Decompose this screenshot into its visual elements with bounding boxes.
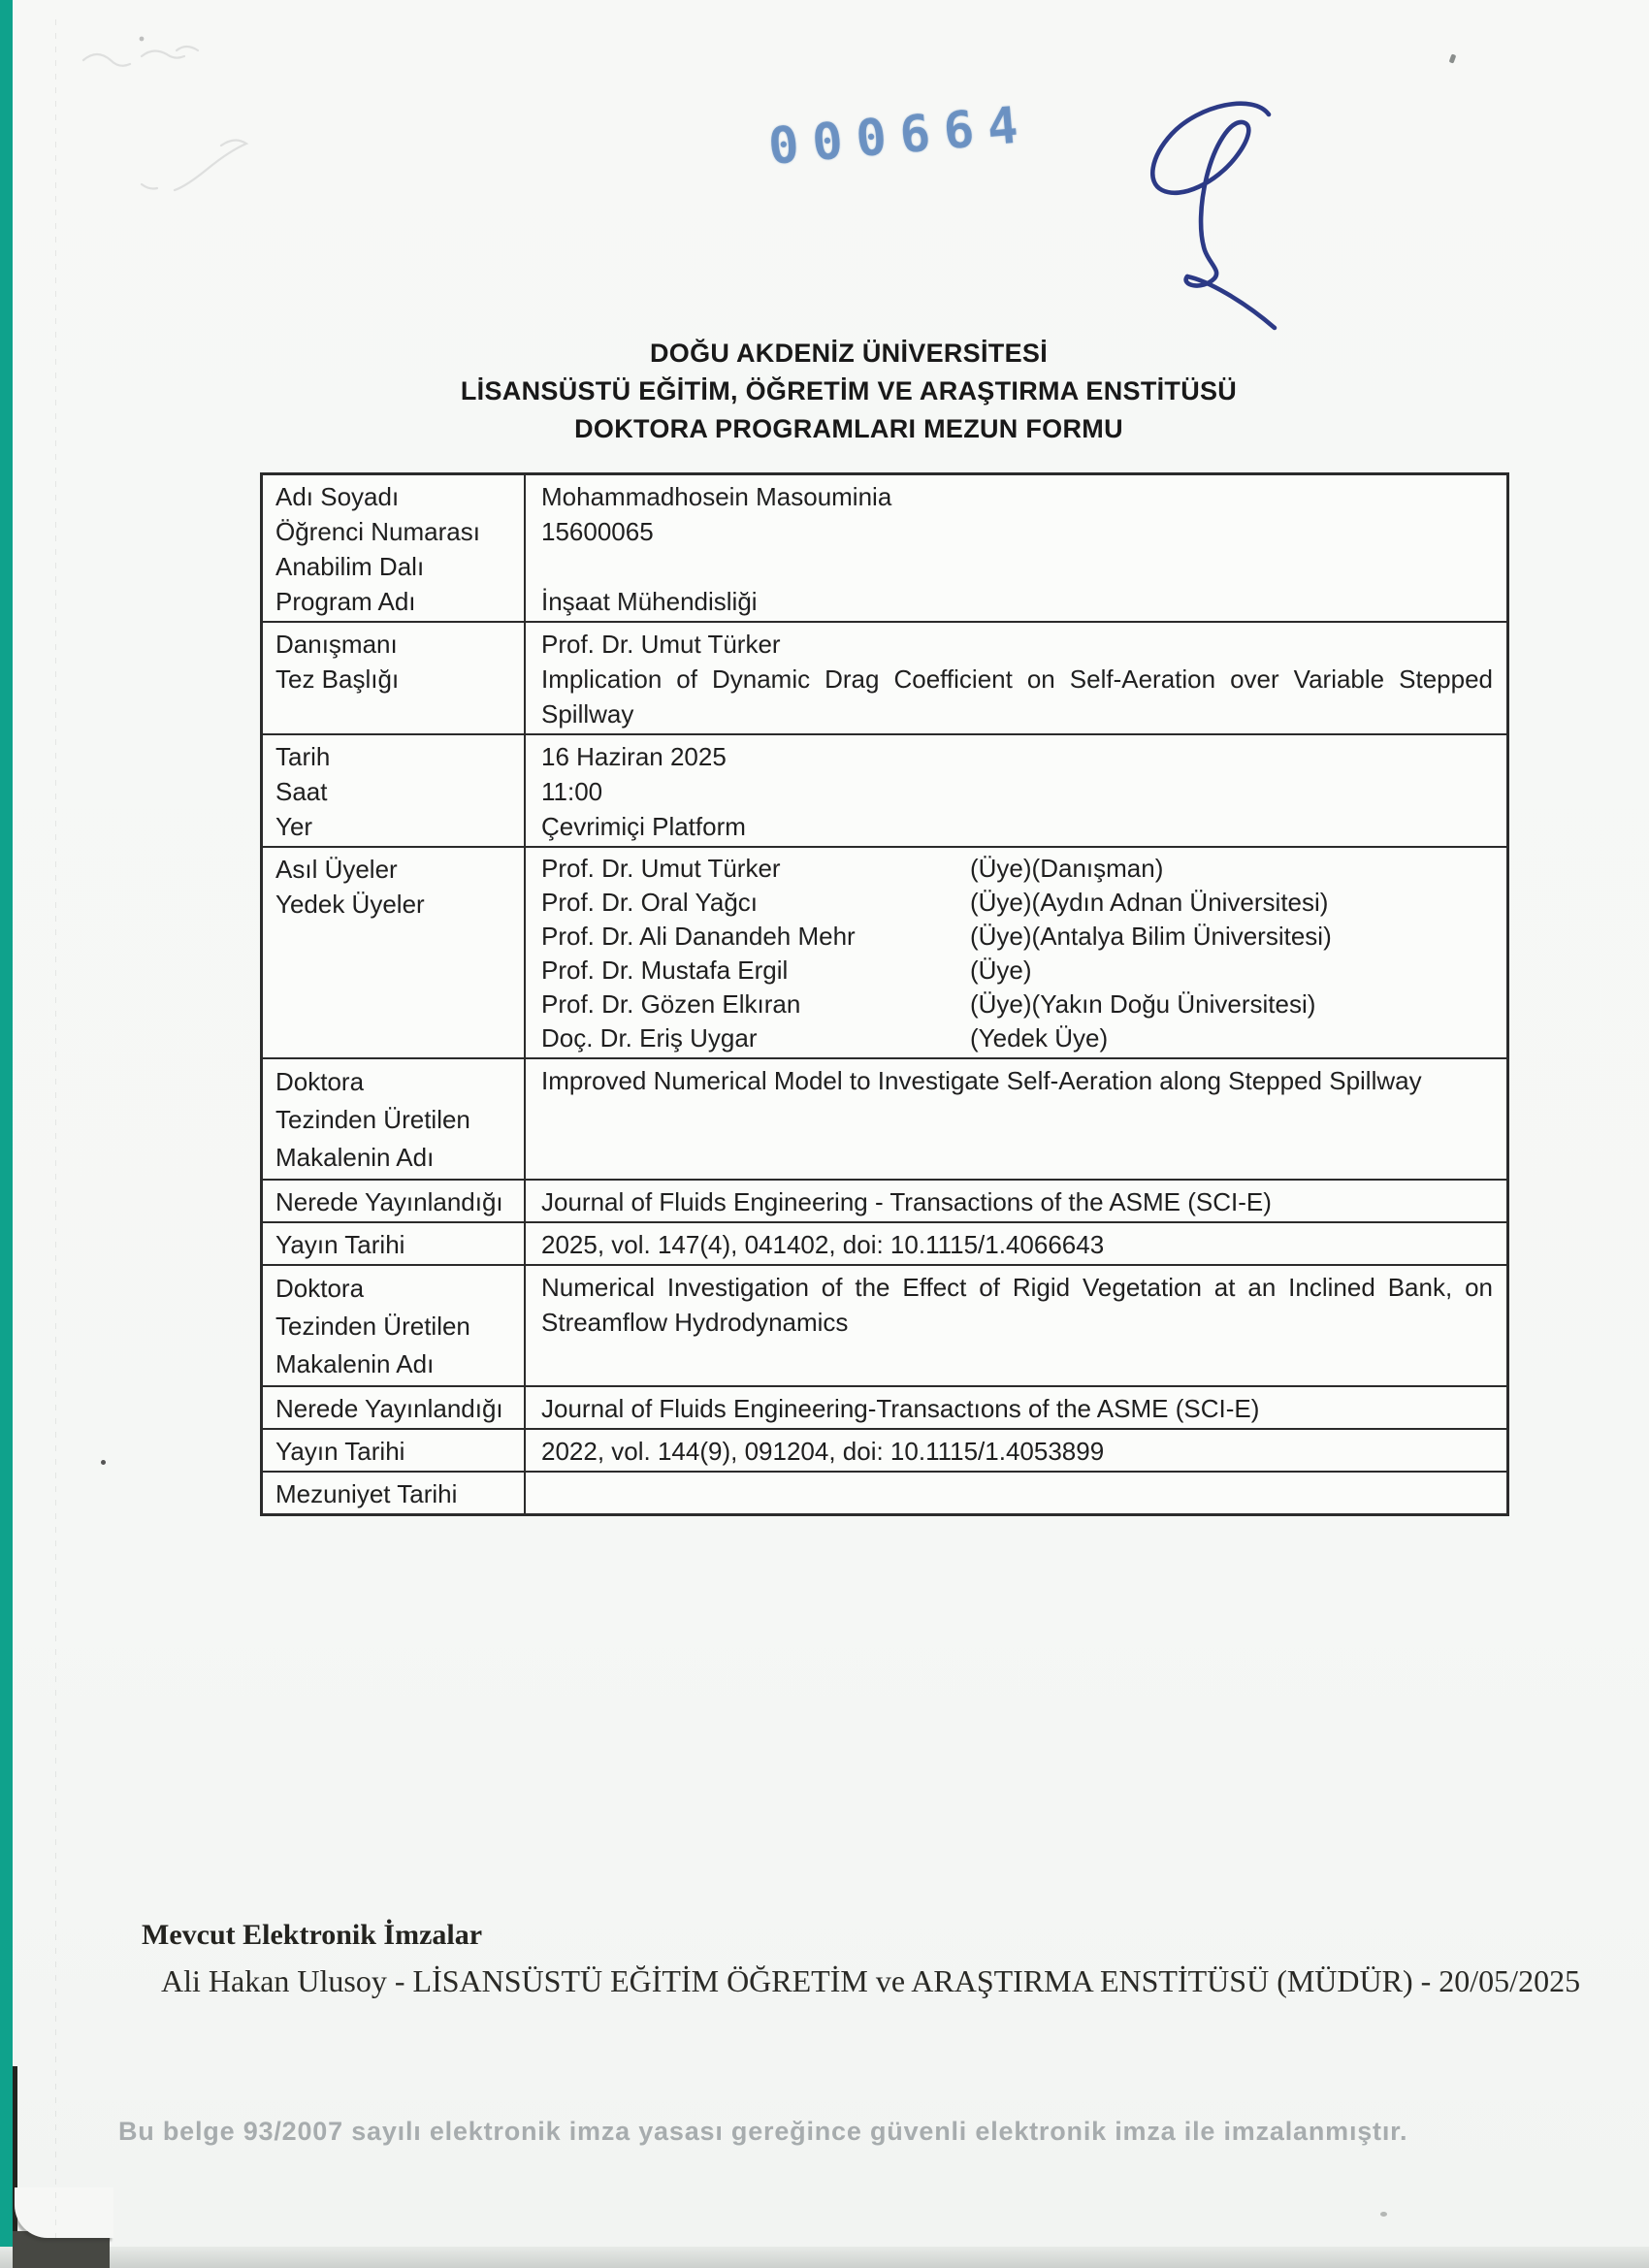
paper-crease-line	[55, 19, 56, 2251]
row-label: Mezuniyet Tarihi	[263, 1473, 526, 1513]
signatures-heading: Mevcut Elektronik İmzalar	[142, 1919, 483, 1951]
title-line-institute: LİSANSÜSTÜ EĞİTİM, ÖĞRETİM VE ARAŞTIRMA ENSTİTÜSÜ	[460, 376, 1238, 405]
article-title: Improved Numerical Model to Investigate Self-Aeration along Stepped Spillway	[541, 1066, 1422, 1095]
member-role: (Üye)	[970, 956, 1032, 985]
row-value: 2022, vol. 144(9), 091204, doi: 10.1115/1.4053899	[541, 1437, 1105, 1466]
committee-member	[541, 886, 1493, 920]
row-label: Nerede Yayınlandığı	[263, 1181, 526, 1221]
row-value	[526, 1266, 1506, 1385]
row-value: 2025, vol. 147(4), 041402, doi: 10.1115/1.4066643	[541, 1230, 1105, 1259]
row-label: Doktora Tezinden Üretilen Makalenin Adı	[263, 1059, 526, 1179]
row-value	[526, 1059, 1506, 1179]
row-value: Journal of Fluids Engineering-Transactıons of the ASME (SCI-E)	[541, 1394, 1260, 1423]
row-label: Tarih Saat Yer	[263, 735, 526, 846]
member-name: Prof. Dr. Gözen Elkıran	[541, 989, 801, 1019]
dust-speck	[1449, 53, 1457, 63]
table-row-article-1-pubdate	[263, 1221, 1506, 1264]
row-label: Doktora Tezinden Üretilen Makalenin Adı	[263, 1266, 526, 1385]
table-row-article-1-title	[263, 1057, 1506, 1179]
committee-member	[541, 852, 1493, 886]
member-role: (Üye)(Yakın Doğu Üniversitesi)	[970, 989, 1316, 1019]
article-title: Numerical Investigation of the Effect of Rigid Vegetation at an Inclined Bank, on Streamflow Hydrodynamics	[541, 1273, 1493, 1337]
title-line-form: DOKTORA PROGRAMLARI MEZUN FORMU	[574, 414, 1123, 443]
row-value: Prof. Dr. Umut Türker Implication of Dynamic Drag Coefficient on Self-Aeration over Variable Stepped Spillway	[526, 623, 1506, 733]
table-row-advisor-thesis	[263, 621, 1506, 733]
stamp-number: 000664	[765, 95, 1034, 177]
row-value: Journal of Fluids Engineering - Transactions of the ASME (SCI-E)	[541, 1187, 1272, 1216]
table-row-article-2-title	[263, 1264, 1506, 1385]
table-row-identity	[263, 475, 1506, 621]
row-label: Danışmanı Tez Başlığı	[263, 623, 526, 733]
row-label: Asıl Üyeler Yedek Üyeler	[263, 848, 526, 1057]
thesis-title: Implication of Dynamic Drag Coefficient on Self-Aeration over Variable Stepped Spillway	[541, 664, 1493, 729]
page-title	[223, 335, 1474, 448]
member-name: Prof. Dr. Umut Türker	[541, 854, 781, 883]
paper-rounded-corner	[15, 2187, 113, 2238]
row-label: Yayın Tarihi	[263, 1223, 526, 1264]
dust-speck	[1380, 2212, 1387, 2217]
table-row-date-time-place	[263, 733, 1506, 846]
committee-member	[541, 954, 1493, 988]
scanner-edge-left	[0, 0, 13, 2268]
committee-member	[541, 1021, 1493, 1055]
table-row-graduation-date	[263, 1471, 1506, 1513]
row-value: 16 Haziran 2025 11:00 Çevrimiçi Platform	[541, 742, 746, 841]
committee-member	[541, 920, 1493, 954]
member-name: Prof. Dr. Ali Danandeh Mehr	[541, 922, 856, 951]
row-label: Adı Soyadı Öğrenci Numarası Anabilim Dalı Program Adı	[263, 475, 526, 621]
table-row-article-2-journal	[263, 1385, 1506, 1428]
table-row-article-1-journal	[263, 1179, 1506, 1221]
row-label: Yayın Tarihi	[263, 1430, 526, 1471]
dust-speck	[101, 1460, 106, 1465]
member-role: (Üye)(Antalya Bilim Üniversitesi)	[970, 922, 1332, 951]
row-value	[526, 848, 1506, 1057]
row-value: Mohammadhosein Masouminia 15600065 İnşaat Mühendisliği	[541, 482, 892, 616]
table-row-article-2-pubdate	[263, 1428, 1506, 1471]
signature-entry: Ali Hakan Ulusoy - LİSANSÜSTÜ EĞİTİM ÖĞRETİM ve ARAŞTIRMA ENSTİTÜSÜ (MÜDÜR) - 20/05/2025	[161, 1963, 1581, 1998]
member-name: Prof. Dr. Mustafa Ergil	[541, 956, 789, 985]
paper-bottom-edge	[0, 2247, 1649, 2268]
row-label: Nerede Yayınlandığı	[263, 1387, 526, 1428]
pencil-marks	[68, 27, 291, 211]
form-table	[260, 472, 1509, 1516]
member-name: Doç. Dr. Eriş Uygar	[541, 1023, 758, 1053]
committee-member	[541, 988, 1493, 1021]
footer-notice: Bu belge 93/2007 sayılı elektronik imza yasası gereğince güvenli elektronik imza ile imzalanmıştır.	[118, 2117, 1408, 2146]
row-value	[526, 1473, 1506, 1513]
table-row-committee	[263, 846, 1506, 1057]
member-role: (Üye)(Aydın Adnan Üniversitesi)	[970, 888, 1329, 917]
title-line-university: DOĞU AKDENİZ ÜNİVERSİTESİ	[649, 339, 1049, 368]
member-role: (Yedek Üye)	[970, 1023, 1109, 1053]
handwritten-signature	[1106, 85, 1310, 340]
member-role: (Üye)(Danışman)	[970, 854, 1164, 883]
member-name: Prof. Dr. Oral Yağcı	[541, 888, 759, 917]
